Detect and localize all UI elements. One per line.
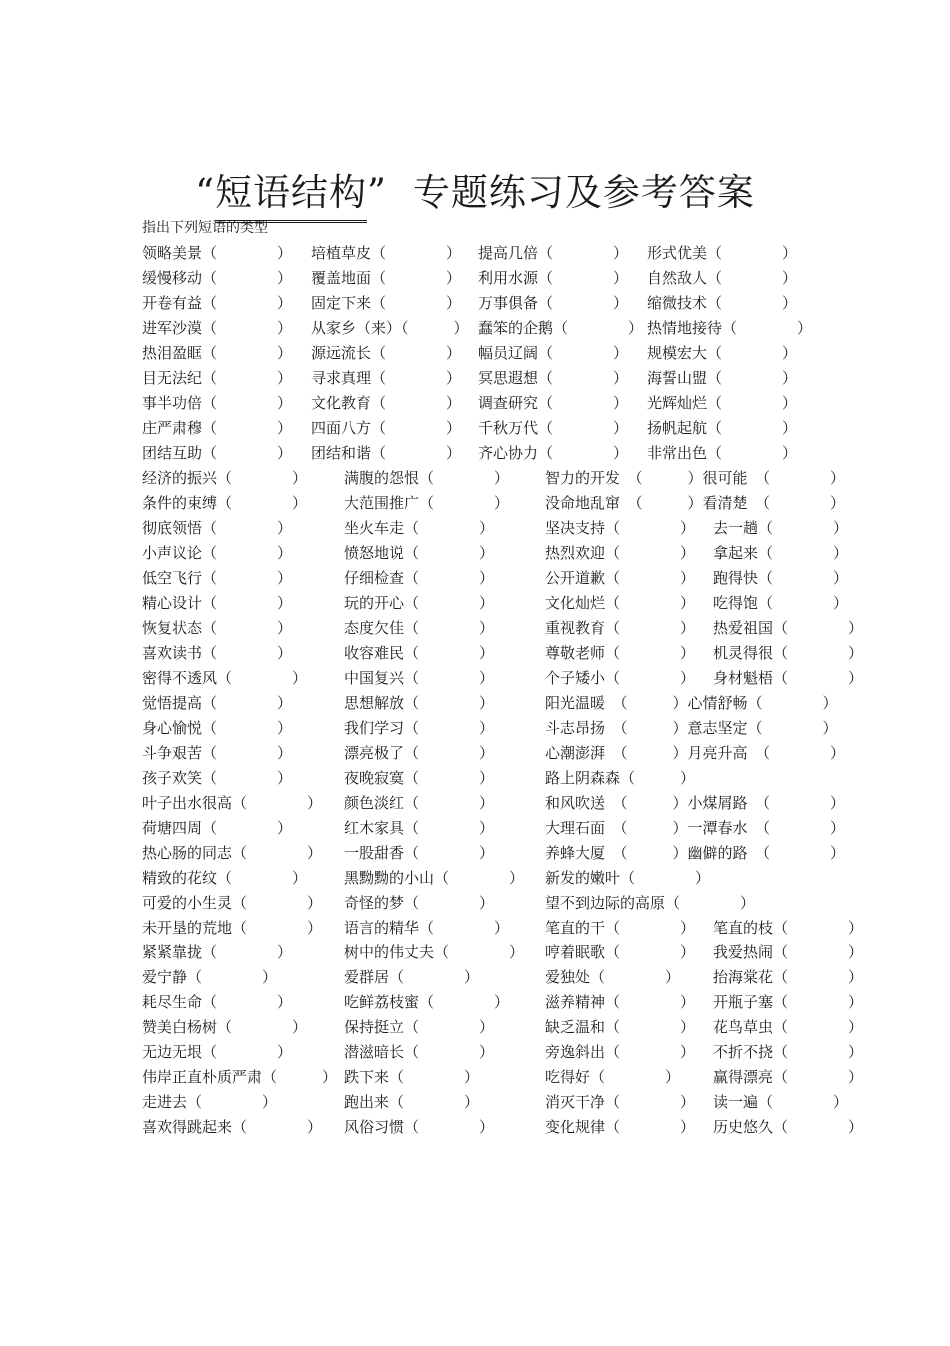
exercise-item: 笔直的枝（ ）	[713, 918, 864, 937]
exercise-item: 热泪盈眶（ ）	[142, 343, 293, 362]
exercise-item: 热烈欢迎（ ）	[545, 543, 696, 562]
exercise-item: 缺乏温和（ ）	[545, 1018, 696, 1037]
title-close-quote: ”	[367, 171, 387, 214]
exercise-item: 漂亮极了（ ）	[344, 743, 495, 762]
exercise-item: 荷塘四周（ ）	[142, 818, 293, 837]
exercise-item: 小声议论（ ）	[142, 543, 293, 562]
exercise-item: 寻求真理（ ）	[311, 368, 462, 387]
exercise-item: 路上阴森森（ ）	[545, 768, 696, 787]
exercise-item: 孩子欢笑（ ）	[142, 768, 293, 787]
exercise-item: 大范围推广（ ）	[344, 493, 510, 512]
exercise-item: 缩微技术（ ）	[647, 294, 798, 312]
exercise-item: 斗志昂扬 （ ）意志坚定（ ）	[545, 718, 838, 737]
exercise-item: 进军沙漠（ ）	[142, 318, 293, 337]
exercise-item: 蠢笨的企鹅（ ）	[478, 318, 644, 337]
exercise-item: 旁逸斜出（ ）	[545, 1043, 696, 1062]
exercise-item: 目无法纪（ ）	[142, 368, 293, 387]
exercise-item: 从家乡（来）（ ）	[311, 318, 469, 337]
exercise-item: 热情地接待（ ）	[647, 318, 813, 337]
exercise-item: 紧紧靠拢（ ）	[142, 943, 293, 962]
exercise-item: 形式优美（ ）	[647, 244, 798, 262]
exercise-item: 规模宏大（ ）	[647, 343, 798, 362]
exercise-item: 养蜂大厦 （ ）幽僻的路 （ ）	[545, 843, 846, 862]
exercise-item: 文化灿烂（ ）	[545, 593, 696, 612]
exercise-item: 仔细检查（ ）	[344, 568, 495, 587]
exercise-item: 身材魁梧（ ）	[713, 668, 864, 687]
exercise-item: 坚决支持（ ）	[545, 518, 696, 537]
exercise-item: 精致的花纹（ ）	[142, 868, 308, 887]
exercise-item: 哼着眠歌（ ）	[545, 943, 696, 962]
exercise-item: 齐心协力（ ）	[478, 443, 629, 462]
exercise-item: 觉悟提高（ ）	[142, 693, 293, 712]
exercise-item: 风俗习惯（ ）	[344, 1118, 495, 1137]
exercise-item: 开瓶子塞（ ）	[713, 993, 864, 1012]
exercise-item: 彻底领悟（ ）	[142, 518, 293, 537]
exercise-item: 不折不挠（ ）	[713, 1043, 864, 1062]
exercise-item: 红木家具（ ）	[344, 818, 495, 837]
exercise-item: 万事俱备（ ）	[478, 294, 629, 312]
exercise-item: 读一遍（ ）	[713, 1093, 849, 1112]
exercise-item: 喜欢得跳起来（ ）	[142, 1118, 323, 1137]
exercise-item: 赢得漂亮（ ）	[713, 1068, 864, 1087]
exercise-item: 阳光温暖 （ ）心情舒畅（ ）	[545, 693, 838, 712]
exercise-item: 吃鲜荔枝蜜（ ）	[344, 993, 510, 1012]
exercise-item: 文化教育（ ）	[311, 393, 462, 412]
exercise-item: 团结和谐（ ）	[311, 443, 462, 462]
exercise-item: 爱宁静（ ）	[142, 968, 278, 987]
exercise-item: 没命地乱窜 （ ）看清楚 （ ）	[545, 493, 846, 512]
exercise-item: 智力的开发 （ ）很可能 （ ）	[545, 468, 846, 487]
exercise-item: 覆盖地面（ ）	[311, 269, 462, 287]
exercise-item: 奇怪的梦（ ）	[344, 893, 495, 912]
title-open-quote: “	[195, 171, 215, 214]
exercise-item: 未开垦的荒地（ ）	[142, 918, 323, 937]
exercise-item: 一股甜香（ ）	[344, 843, 495, 862]
exercise-item: 个子矮小（ ）	[545, 668, 696, 687]
exercise-item: 爱群居（ ）	[344, 968, 480, 987]
title-rest: 专题练习及参考答案	[412, 171, 755, 214]
instruction: 指出下列短语的类型	[142, 220, 268, 236]
exercise-item: 开卷有益（ ）	[142, 294, 293, 312]
exercise-item: 提高几倍（ ）	[478, 244, 629, 262]
exercise-item: 语言的精华（ ）	[344, 918, 510, 937]
exercise-item: 愤怒地说（ ）	[344, 543, 495, 562]
exercise-item: 热爱祖国（ ）	[713, 618, 864, 637]
exercise-item: 望不到边际的高原（ ）	[545, 893, 756, 912]
exercise-item: 大理石面 （ ）一潭春水 （ ）	[545, 818, 846, 837]
exercise-item: 思想解放（ ）	[344, 693, 495, 712]
exercise-item: 密得不透风（ ）	[142, 668, 308, 687]
exercise-item: 公开道歉（ ）	[545, 568, 696, 587]
exercise-item: 调查研究（ ）	[478, 393, 629, 412]
exercise-item: 去一趟（ ）	[713, 518, 849, 537]
exercise-item: 爱独处（ ）	[545, 968, 681, 987]
exercise-item: 无边无垠（ ）	[142, 1043, 293, 1062]
exercise-item: 跌下来（ ）	[344, 1068, 480, 1087]
exercise-item: 伟岸正直朴质严肃（ ）	[142, 1068, 338, 1087]
exercise-item: 事半功倍（ ）	[142, 393, 293, 412]
exercise-item: 颜色淡红（ ）	[344, 793, 495, 812]
exercise-item: 黑黝黝的小山（ ）	[344, 868, 525, 887]
exercise-item: 领略美景（ ）	[142, 244, 293, 262]
exercise-item: 非常出色（ ）	[647, 443, 798, 462]
exercise-item: 源远流长（ ）	[311, 343, 462, 362]
exercise-item: 吃得好（ ）	[545, 1068, 681, 1087]
exercise-item: 精心设计（ ）	[142, 593, 293, 612]
exercise-item: 庄严肃穆（ ）	[142, 418, 293, 437]
exercise-item: 我们学习（ ）	[344, 718, 495, 737]
exercise-item: 耗尽生命（ ）	[142, 993, 293, 1012]
exercise-item: 低空飞行（ ）	[142, 568, 293, 587]
exercise-item: 抬海棠花（ ）	[713, 968, 864, 987]
exercise-item: 热心肠的同志（ ）	[142, 843, 323, 862]
exercise-item: 潜滋暗长（ ）	[344, 1043, 495, 1062]
title-main: 短语结构	[215, 168, 367, 223]
exercise-item: 喜欢读书（ ）	[142, 643, 293, 662]
exercise-item: 笔直的干（ ）	[545, 918, 696, 937]
exercise-item: 条件的束缚（ ）	[142, 493, 308, 512]
exercise-item: 培植草皮（ ）	[311, 244, 462, 262]
exercise-item: 和风吹送 （ ）小煤屑路 （ ）	[545, 793, 846, 812]
exercise-item: 重视教育（ ）	[545, 618, 696, 637]
exercise-item: 历史悠久（ ）	[713, 1118, 864, 1137]
exercise-item: 中国复兴（ ）	[344, 668, 495, 687]
exercise-item: 幅员辽阔（ ）	[478, 343, 629, 362]
page-title	[0, 168, 950, 223]
exercise-item: 缓慢移动（ ）	[142, 269, 293, 287]
exercise-item: 海誓山盟（ ）	[647, 368, 798, 387]
exercise-item: 团结互助（ ）	[142, 443, 293, 462]
exercise-item: 冥思遐想（ ）	[478, 368, 629, 387]
exercise-item: 尊敬老师（ ）	[545, 643, 696, 662]
exercise-item: 走进去（ ）	[142, 1093, 278, 1112]
exercise-item: 机灵得很（ ）	[713, 643, 864, 662]
exercise-item: 新发的嫩叶（ ）	[545, 868, 711, 887]
exercise-item: 固定下来（ ）	[311, 294, 462, 312]
exercise-item: 自然敌人（ ）	[647, 269, 798, 287]
exercise-item: 身心愉悦（ ）	[142, 718, 293, 737]
exercise-item: 跑得快（ ）	[713, 568, 849, 587]
exercise-item: 经济的振兴（ ）	[142, 468, 308, 487]
exercise-item: 滋养精神（ ）	[545, 993, 696, 1012]
exercise-item: 叶子出水很高（ ）	[142, 793, 323, 812]
exercise-item: 利用水源（ ）	[478, 269, 629, 287]
exercise-item: 吃得饱（ ）	[713, 593, 849, 612]
exercise-item: 跑出来（ ）	[344, 1093, 480, 1112]
exercise-item: 千秋万代（ ）	[478, 418, 629, 437]
exercise-item: 光辉灿烂（ ）	[647, 393, 798, 412]
exercise-item: 满腹的怨恨（ ）	[344, 468, 510, 487]
exercise-item: 拿起来（ ）	[713, 543, 849, 562]
exercise-item: 斗争艰苦（ ）	[142, 743, 293, 762]
exercise-item: 收容难民（ ）	[344, 643, 495, 662]
exercise-item: 四面八方（ ）	[311, 418, 462, 437]
exercise-item: 花鸟草虫（ ）	[713, 1018, 864, 1037]
exercise-item: 可爱的小生灵（ ）	[142, 893, 323, 912]
exercise-item: 夜晚寂寞（ ）	[344, 768, 495, 787]
exercise-item: 态度欠佳（ ）	[344, 618, 495, 637]
exercise-item: 心潮澎湃 （ ）月亮升高 （ ）	[545, 743, 846, 762]
exercise-item: 恢复状态（ ）	[142, 618, 293, 637]
exercise-item: 扬帆起航（ ）	[647, 418, 798, 437]
exercise-item: 树中的伟丈夫（ ）	[344, 943, 525, 962]
exercise-item: 玩的开心（ ）	[344, 593, 495, 612]
exercise-item: 消灭干净（ ）	[545, 1093, 696, 1112]
exercise-item: 保持挺立（ ）	[344, 1018, 495, 1037]
exercise-item: 赞美白杨树（ ）	[142, 1018, 308, 1037]
exercise-item: 坐火车走（ ）	[344, 518, 495, 537]
exercise-item: 变化规律（ ）	[545, 1118, 696, 1137]
exercise-item: 我爱热闹（ ）	[713, 943, 864, 962]
